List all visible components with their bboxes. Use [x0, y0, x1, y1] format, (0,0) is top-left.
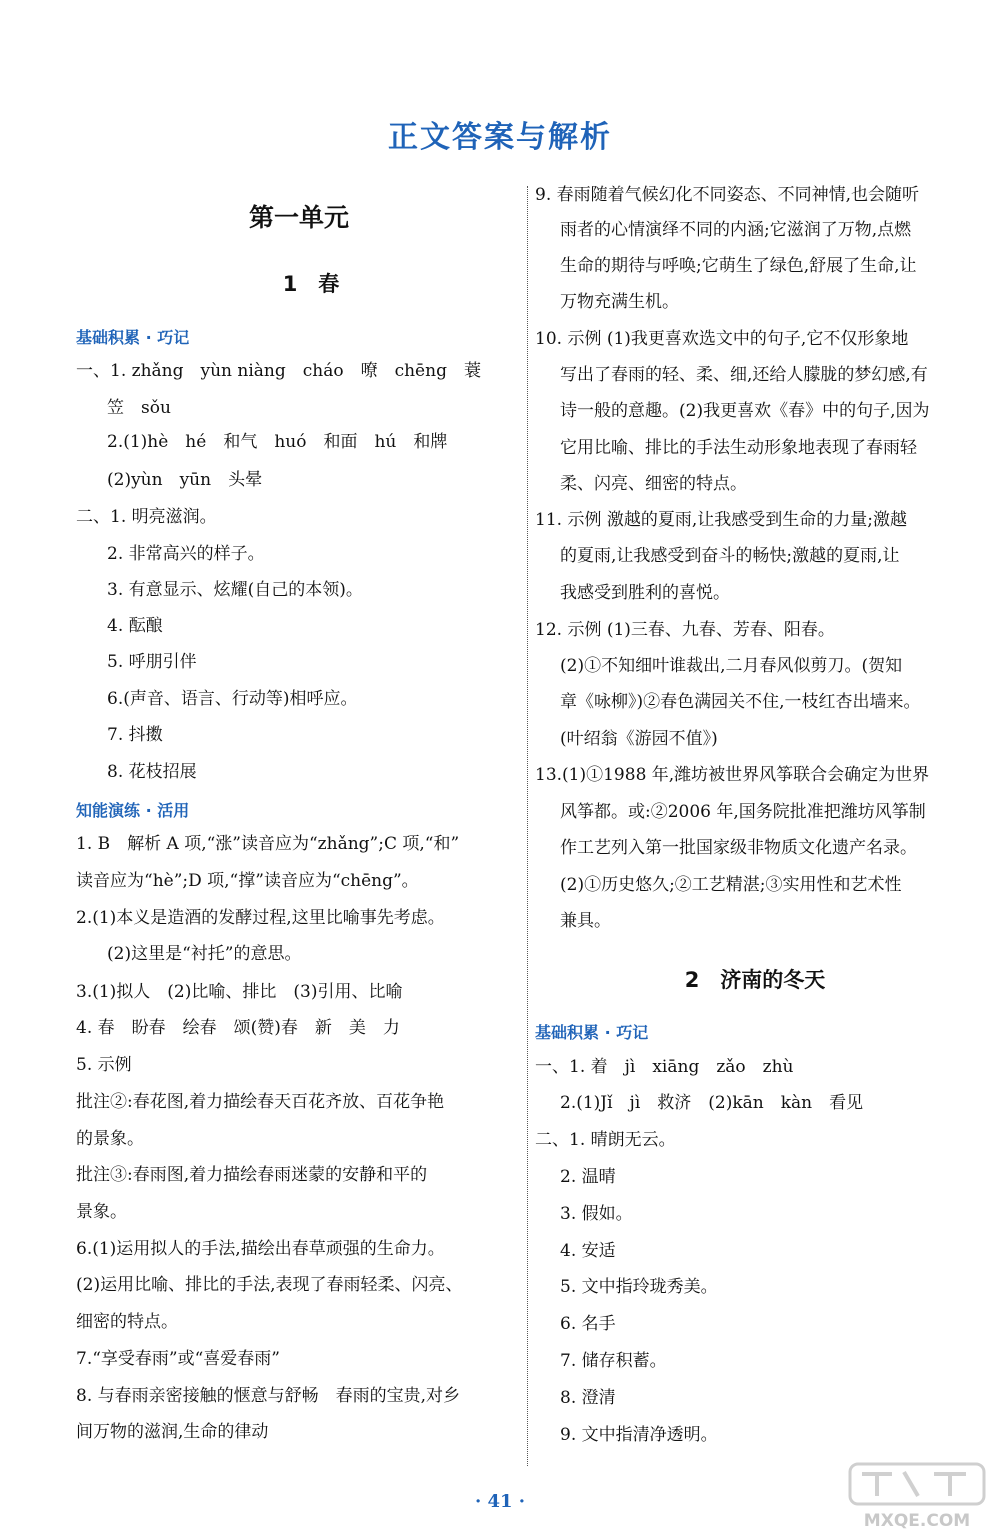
answer-line: 2. 非常高兴的样子。 [107, 544, 265, 564]
answer-line: 1. B 解析 A 项,“涨”读音应为“zhǎng”;C 项,“和” [76, 834, 460, 854]
answer-line: 间万物的滋润,生命的律动 [76, 1422, 269, 1442]
answer-line: 细密的特点。 [76, 1312, 178, 1332]
answer-line: 批注③:春雨图,着力描绘春雨迷蒙的安静和平的 [76, 1165, 428, 1185]
answer-line: 11. 示例 激越的夏雨,让我感受到生命的力量;激越 [535, 510, 907, 530]
answer-line: 批注②:春花图,着力描绘春天百花齐放、百花争艳 [76, 1092, 445, 1112]
answer-line: 章《咏柳》)②春色满园关不住,一枝红杏出墙来。 [560, 692, 921, 712]
answer-line: 9. 文中指清净透明。 [560, 1425, 718, 1445]
answer-line: 6.(声音、语言、行动等)相呼应。 [107, 689, 358, 709]
answer-line: 二、1. 明亮滋润。 [76, 507, 217, 527]
section-skill-practice: 知能演练 · 活用 [76, 801, 190, 820]
answer-line: 一、1. 着 jì xiāng zǎo zhù [535, 1057, 794, 1077]
answer-line: (2)yùn yūn 头晕 [107, 470, 263, 490]
answer-line: 6. 名手 [560, 1314, 616, 1334]
answer-line: 6.(1)运用拟人的手法,描绘出春草顽强的生命力。 [76, 1239, 445, 1259]
section-basic-accumulation: 基础积累 · 巧记 [76, 328, 190, 347]
answer-line: 雨者的心情演绎不同的内涵;它滋润了万物,点燃 [560, 220, 912, 240]
answer-line: (叶绍翁《游园不值》) [560, 729, 718, 749]
answer-line: (2)①不知细叶谁裁出,二月春风似剪刀。(贺知 [560, 656, 903, 676]
answer-line: 4. 酝酿 [107, 616, 163, 636]
answer-line: 兼具。 [560, 911, 611, 931]
answer-line: 生命的期待与呼唤;它萌生了绿色,舒展了生命,让 [560, 256, 917, 276]
answer-line: 2. 温晴 [560, 1167, 616, 1187]
answer-line: 3.(1)拟人 (2)比喻、排比 (3)引用、比喻 [76, 982, 403, 1002]
answer-line: 写出了春雨的轻、柔、细,还给人朦胧的梦幻感,有 [560, 365, 928, 385]
answer-line: 10. 示例 (1)我更喜欢选文中的句子,它不仅形象地 [535, 329, 909, 349]
answer-line: 8. 花枝招展 [107, 762, 197, 782]
answer-line: 作工艺列入第一批国家级非物质文化遗产名录。 [560, 838, 917, 858]
watermark-text: MXQE.COM [863, 1511, 971, 1531]
answer-line: (2)运用比喻、排比的手法,表现了春雨轻柔、闪亮、 [76, 1275, 463, 1295]
answer-line: 12. 示例 (1)三春、九春、芳春、阳春。 [535, 620, 835, 640]
page-number: · 41 · [474, 1491, 526, 1512]
answer-line: 3. 有意显示、炫耀(自己的本领)。 [107, 580, 363, 600]
answer-line: 万物充满生机。 [560, 292, 679, 312]
answer-line: 笠 sǒu [107, 398, 171, 418]
answer-line: 二、1. 晴朗无云。 [535, 1130, 676, 1150]
answer-line: (2)①历史悠久;②工艺精湛;③实用性和艺术性 [560, 875, 902, 895]
answer-line: 柔、闪亮、细密的特点。 [560, 474, 747, 494]
lesson-title-1: 1 春 [282, 272, 340, 296]
page-title: 正文答案与解析 [388, 120, 612, 155]
answer-line: 9. 春雨随着气候幻化不同姿态、不同神情,也会随听 [535, 185, 920, 205]
unit-title: 第一单元 [248, 203, 349, 232]
answer-line: 的景象。 [76, 1129, 144, 1149]
watermark-logo [842, 1458, 992, 1534]
answer-line: 它用比喻、排比的手法生动形象地表现了春雨轻 [560, 438, 917, 458]
answer-line: 7. 储存积蓄。 [560, 1351, 667, 1371]
answer-line: 读音应为“hè”;D 项,“撑”读音应为“chēng”。 [76, 871, 419, 891]
answer-line: 4. 春 盼春 绘春 颂(赞)春 新 美 力 [76, 1018, 400, 1038]
answer-line: 2.(1)hè hé 和气 huó 和面 hú 和牌 [107, 432, 448, 452]
answer-line: 5. 示例 [76, 1055, 132, 1075]
answer-line: 一、1. zhǎng yùn niàng cháo 嘹 chēng 蓑 [76, 361, 481, 381]
answer-line: 的夏雨,让我感受到奋斗的畅快;激越的夏雨,让 [560, 546, 900, 566]
answer-line: 8. 与春雨亲密接触的惬意与舒畅 春雨的宝贵,对乡 [76, 1386, 461, 1406]
answer-line: (2)这里是“衬托”的意思。 [107, 944, 302, 964]
answer-line: 8. 澄清 [560, 1388, 616, 1408]
section-basic-accumulation-2: 基础积累 · 巧记 [535, 1023, 649, 1042]
answer-line: 风筝都。或:②2006 年,国务院批准把潍坊风筝制 [560, 802, 926, 822]
answer-line: 景象。 [76, 1202, 127, 1222]
answer-line: 我感受到胜利的喜悦。 [560, 583, 730, 603]
answer-line: 5. 文中指玲珑秀美。 [560, 1277, 718, 1297]
answer-line: 13.(1)①1988 年,潍坊被世界风筝联合会确定为世界 [535, 765, 930, 785]
column-divider [527, 186, 528, 1466]
answer-line: 7. 抖擞 [107, 725, 163, 745]
answer-line: 7.“享受春雨”或“喜爱春雨” [76, 1349, 280, 1369]
answer-line: 2.(1)Jǐ jì 救济 (2)kān kàn 看见 [560, 1093, 864, 1113]
answer-line: 4. 安适 [560, 1241, 616, 1261]
answer-line: 5. 呼朋引伴 [107, 652, 197, 672]
answer-line: 诗一般的意趣。(2)我更喜欢《春》中的句子,因为 [560, 401, 930, 421]
answer-line: 3. 假如。 [560, 1204, 633, 1224]
answer-line: 2.(1)本义是造酒的发酵过程,这里比喻事先考虑。 [76, 908, 445, 928]
lesson-title-2: 2 济南的冬天 [684, 968, 826, 992]
